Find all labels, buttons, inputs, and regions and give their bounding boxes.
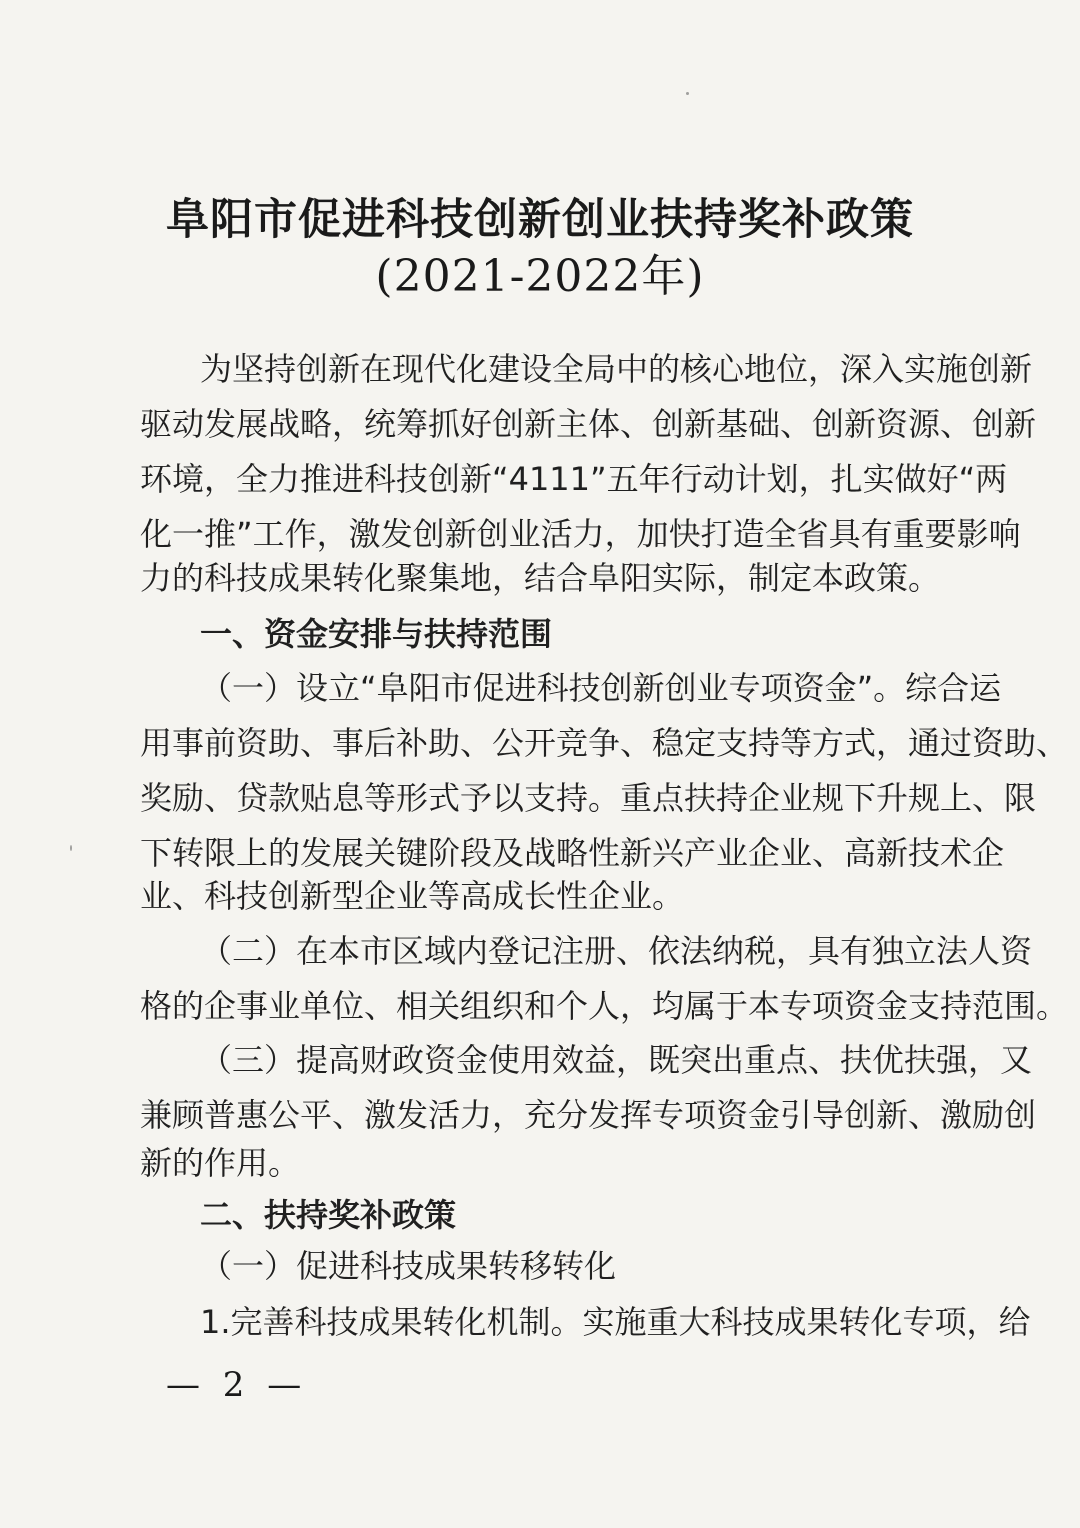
body-line: 化一推”工作，激发创新创业活力，加快打造全省具有重要影响 <box>140 515 1021 553</box>
body-line: 业、科技创新型企业等高成长性企业。 <box>140 877 685 915</box>
body-line: 新的作用。 <box>140 1144 301 1182</box>
body-line: 力的科技成果转化聚集地，结合阜阳实际，制定本政策。 <box>140 559 941 597</box>
scan-speck <box>686 92 689 95</box>
body-line: 下转限上的发展关键阶段及战略性新兴产业企业、高新技术企 <box>140 834 1005 872</box>
body-line: 1.完善科技成果转化机制。实施重大科技成果转化专项，给 <box>200 1303 1031 1341</box>
body-line: （二）在本市区域内登记注册、依法纳税，具有独立法人资 <box>200 932 1033 970</box>
body-line: 格的企事业单位、相关组织和个人，均属于本专项资金支持范围。 <box>140 987 1069 1025</box>
body-line: 用事前资助、事后补助、公开竞争、稳定支持等方式，通过资助、 <box>140 724 1069 762</box>
body-line: 为坚持创新在现代化建设全局中的核心地位，深入实施创新 <box>200 350 1033 388</box>
body-line: （一）设立“阜阳市促进科技创新创业专项资金”。综合运 <box>200 669 1002 707</box>
document-title: 阜阳市促进科技创新创业扶持奖补政策 <box>166 195 914 245</box>
body-line: （三）提高财政资金使用效益，既突出重点、扶优扶强，又 <box>200 1041 1033 1079</box>
scan-speck <box>70 845 72 851</box>
body-line: 环境，全力推进科技创新“4111”五年行动计划，扎实做好“两 <box>140 460 1008 498</box>
section-heading: 二、扶持奖补政策 <box>200 1196 457 1234</box>
document-subtitle: (2021-2022年) <box>375 251 705 302</box>
body-line: 奖励、贷款贴息等形式予以支持。重点扶持企业规下升规上、限 <box>140 779 1037 817</box>
subsection-heading: （一）促进科技成果转移转化 <box>200 1247 617 1285</box>
section-heading: 一、资金安排与扶持范围 <box>200 615 553 653</box>
body-line: 兼顾普惠公平、激发活力，充分发挥专项资金引导创新、激励创 <box>140 1096 1037 1134</box>
body-line: 驱动发展战略，统筹抓好创新主体、创新基础、创新资源、创新 <box>140 405 1037 443</box>
page-number: — 2 — <box>166 1365 308 1405</box>
